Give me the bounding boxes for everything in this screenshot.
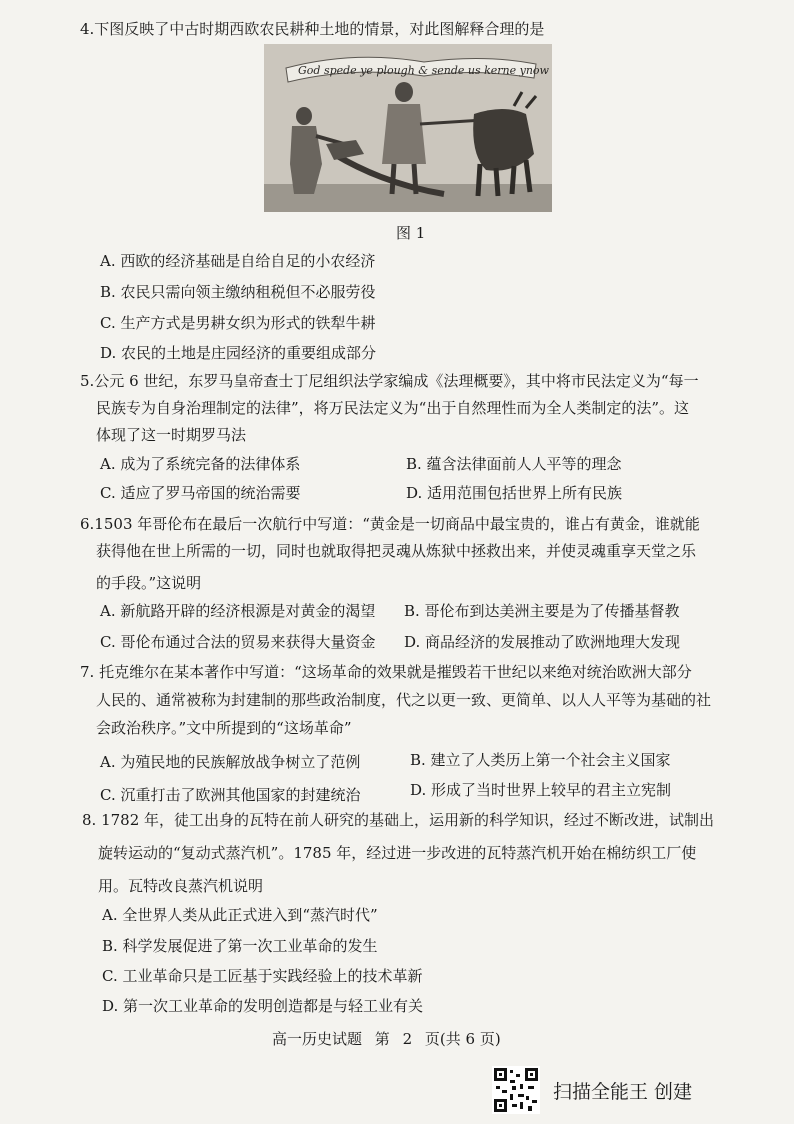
footer-page-prefix: 第 — [374, 1030, 390, 1048]
q6-option-b: B. 哥伦布到达美洲主要是为了传播基督教 — [404, 602, 680, 620]
question-5-line-1: 5.公元 6 世纪，东罗马皇帝查士丁尼组织法学家编成《法理概要》，其中将市民法定义为“每一 — [80, 372, 699, 390]
question-6-line-2: 获得他在世上所需的一切，同时也就取得把灵魂从炼狱中拯救出来，并使灵魂重享天堂之乐 — [96, 542, 697, 560]
question-4-stem: 4.下图反映了中古时期西欧农民耕种土地的情景，对此图解释合理的是 — [80, 20, 545, 38]
question-7-line-2: 人民的、通常被称为封建制的那些政治制度，代之以更一致、更简单、以人人平等为基础的社 — [96, 691, 712, 709]
question-8-line-2: 旋转运动的“复动式蒸汽机”。1785 年，经过进一步改进的瓦特蒸汽机开始在棉纺织工厂使 — [98, 844, 697, 862]
question-5-line-3: 体现了这一时期罗马法 — [96, 426, 247, 444]
question-6-line-3: 的手段。”这说明 — [96, 574, 202, 592]
q4-option-a: A. 西欧的经济基础是自给自足的小农经济 — [100, 252, 376, 270]
q6-option-a: A. 新航路开辟的经济根源是对黄金的渴望 — [100, 602, 376, 620]
q5-option-b: B. 蕴含法律面前人人平等的理念 — [406, 455, 622, 473]
q7-option-d: D. 形成了当时世界上较早的君主立宪制 — [410, 781, 672, 799]
question-7-line-3: 会政治秩序。”文中所提到的“这场革命” — [96, 719, 352, 737]
q8-option-c: C. 工业革命只是工匠基于实践经验上的技术革新 — [102, 967, 423, 985]
q5-option-a: A. 成为了系统完备的法律体系 — [100, 455, 301, 473]
q4-option-c: C. 生产方式是男耕女织为形式的铁犁牛耕 — [100, 314, 376, 332]
scanner-watermark-text: 扫描全能王 创建 — [553, 1081, 693, 1103]
q4-option-d: D. 农民的土地是庄园经济的重要组成部分 — [100, 344, 377, 362]
question-7-line-1: 7. 托克维尔在某本著作中写道：“这场革命的效果就是摧毁若干世纪以来绝对统治欧洲大部分 — [80, 663, 692, 681]
figure-caption: 图 1 — [396, 224, 426, 242]
q6-option-d: D. 商品经济的发展推动了欧洲地理大发现 — [404, 633, 681, 651]
banner-text: God spede ye plough & sende us kerne ynow — [298, 64, 549, 77]
q8-option-b: B. 科学发展促进了第一次工业革命的发生 — [102, 937, 378, 955]
q6-option-c: C. 哥伦布通过合法的贸易来获得大量资金 — [100, 633, 376, 651]
question-6-line-1: 6.1503 年哥伦布在最后一次航行中写道：“黄金是一切商品中最宝贵的，谁占有黄金，谁就能 — [80, 515, 700, 533]
q8-option-d: D. 第一次工业革命的发明创造都是与轻工业有关 — [102, 997, 424, 1015]
footer-page-number: 2 — [402, 1030, 413, 1048]
q5-option-d: D. 适用范围包括世界上所有民族 — [406, 484, 623, 502]
page-footer — [272, 1028, 509, 1049]
q5-option-c: C. 适应了罗马帝国的统治需要 — [100, 484, 301, 502]
qr-code-icon — [492, 1066, 540, 1114]
footer-subject: 高一历史试题 — [272, 1030, 363, 1048]
q7-option-c: C. 沉重打击了欧洲其他国家的封建统治 — [100, 786, 361, 804]
question-8-line-3: 用。瓦特改良蒸汽机说明 — [98, 877, 264, 895]
question-8-line-1: 8. 1782 年，徒工出身的瓦特在前人研究的基础上，运用新的科学知识，经过不断改进，试制出 — [82, 811, 715, 829]
q8-option-a: A. 全世界人类从此正式进入到“蒸汽时代” — [102, 906, 378, 924]
footer-page-suffix: 页(共 6 页) — [424, 1030, 501, 1048]
q7-option-b: B. 建立了人类历上第一个社会主义国家 — [410, 751, 671, 769]
plowing-illustration — [264, 44, 552, 212]
q7-option-a: A. 为殖民地的民族解放战争树立了范例 — [100, 753, 361, 771]
q4-option-b: B. 农民只需向领主缴纳租税但不必服劳役 — [100, 283, 376, 301]
question-5-line-2: 民族专为自身治理制定的法律”，将万民法定义为“出于自然理性而为全人类制定的法”。这 — [96, 399, 690, 417]
